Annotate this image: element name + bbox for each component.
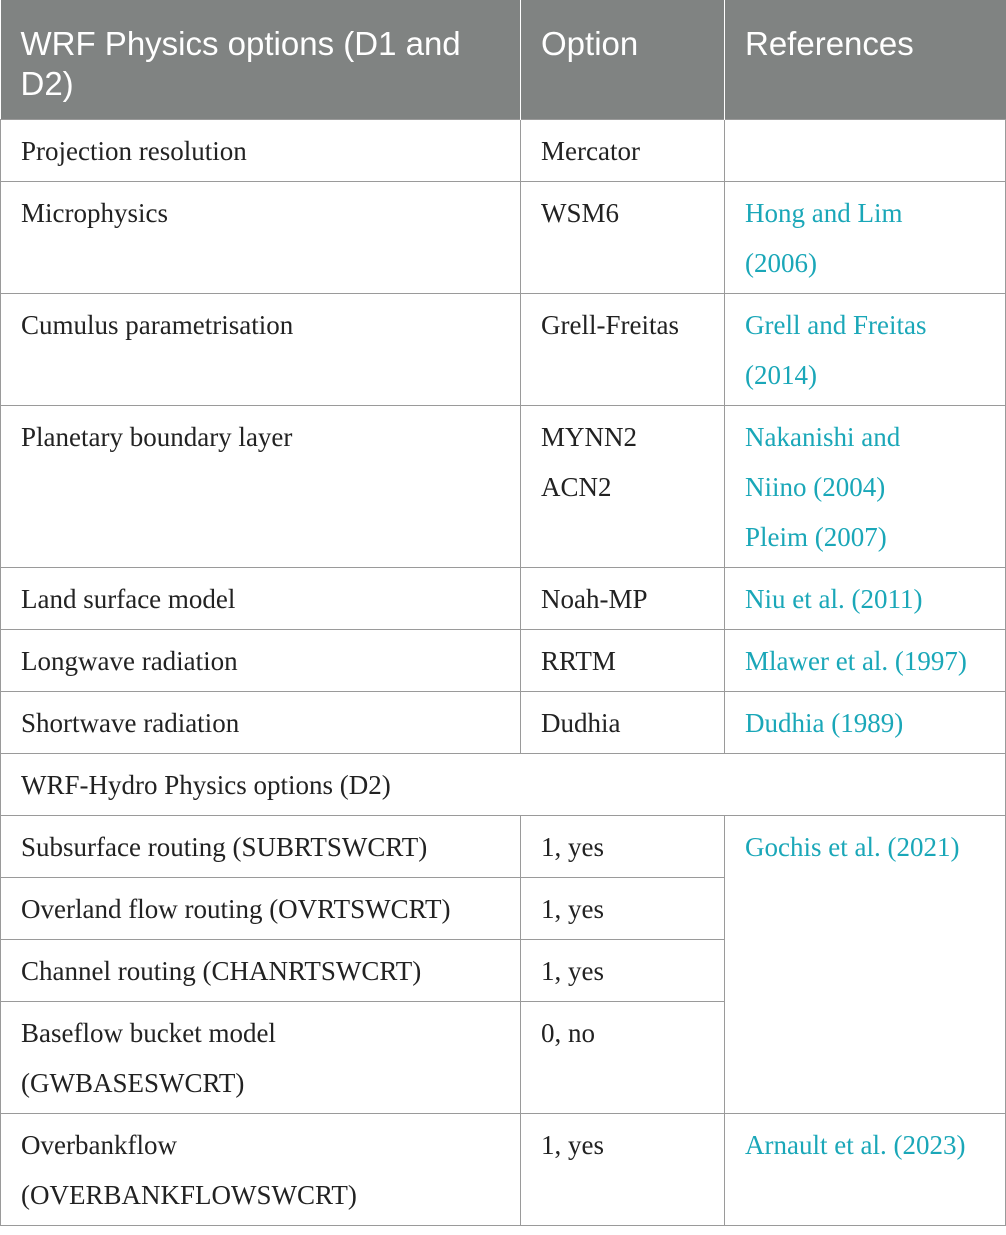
option-cell [521, 568, 725, 630]
reference-cell [725, 182, 1006, 294]
header-row [1, 0, 1006, 120]
option-value: Mercator [541, 136, 640, 166]
reference-cell [725, 630, 1006, 692]
parameter-cell: Cumulus parametrisation [1, 294, 521, 406]
parameter-cell [1, 1002, 521, 1114]
option-value: Noah-MP [541, 584, 648, 614]
table-row [1, 630, 1006, 692]
parameter-cell [1, 1114, 521, 1226]
reference-cell [725, 568, 1006, 630]
option-cell: 1, yes [521, 1114, 725, 1226]
reference-link[interactable]: Grell and Freitas [745, 310, 927, 340]
reference-link[interactable]: Hong and Lim [745, 198, 903, 228]
reference-link[interactable]: Arnault et al. (2023) [745, 1130, 966, 1160]
reference-link[interactable]: Mlawer et al. (1997) [745, 646, 967, 676]
option-cell [521, 294, 725, 406]
section-title: WRF-Hydro Physics options (D2) [1, 754, 1006, 816]
parameter-cell: Shortwave radiation [1, 692, 521, 754]
reference-link[interactable]: Pleim (2007) [745, 522, 887, 552]
section-row [1, 754, 1006, 816]
reference-link[interactable]: (2014) [745, 360, 817, 390]
reference-cell [725, 1114, 1006, 1226]
parameter-cell: Overland flow routing (OVRTSWCRT) [1, 878, 521, 940]
table-row [1, 568, 1006, 630]
option-value: Grell-Freitas [541, 310, 679, 340]
option-cell [521, 120, 725, 182]
option-value: WSM6 [541, 198, 620, 228]
parameter-cell: Subsurface routing (SUBRTSWCRT) [1, 816, 521, 878]
reference-cell [725, 120, 1006, 182]
reference-link[interactable]: Nakanishi and [745, 422, 901, 452]
reference-cell [725, 294, 1006, 406]
reference-cell [725, 816, 1006, 1114]
table-row [1, 182, 1006, 294]
header-physics-options: WRF Physics options (D1 and D2) [1, 0, 521, 120]
header-references: References [725, 0, 1006, 120]
reference-link[interactable]: Niu et al. (2011) [745, 584, 923, 614]
parameter-line: Overbankflow [21, 1130, 177, 1160]
parameter-line: Baseflow bucket model [21, 1018, 276, 1048]
parameter-cell: Land surface model [1, 568, 521, 630]
reference-link[interactable]: (2006) [745, 248, 817, 278]
parameter-line: (OVERBANKFLOWSWCRT) [21, 1180, 357, 1210]
table-row [1, 406, 1006, 568]
parameter-cell: Channel routing (CHANRTSWCRT) [1, 940, 521, 1002]
table-row [1, 294, 1006, 406]
option-value: MYNN2 [541, 422, 638, 452]
header-option: Option [521, 0, 725, 120]
option-cell: 1, yes [521, 878, 725, 940]
reference-cell [725, 406, 1006, 568]
option-cell [521, 630, 725, 692]
parameter-line: (GWBASESWCRT) [21, 1068, 245, 1098]
parameter-cell: Longwave radiation [1, 630, 521, 692]
option-value: Dudhia [541, 708, 621, 738]
reference-cell [725, 692, 1006, 754]
reference-link[interactable]: Gochis et al. (2021) [745, 832, 960, 862]
option-cell: 0, no [521, 1002, 725, 1114]
reference-link[interactable]: Dudhia (1989) [745, 708, 904, 738]
reference-link[interactable]: Niino (2004) [745, 472, 886, 502]
option-value: ACN2 [541, 472, 612, 502]
option-cell [521, 692, 725, 754]
option-cell [521, 406, 725, 568]
option-value: RRTM [541, 646, 616, 676]
table-row [1, 1114, 1006, 1226]
option-cell: 1, yes [521, 816, 725, 878]
parameter-cell: Planetary boundary layer [1, 406, 521, 568]
parameter-cell: Microphysics [1, 182, 521, 294]
table-row [1, 816, 1006, 878]
option-cell [521, 182, 725, 294]
table-row [1, 120, 1006, 182]
option-cell: 1, yes [521, 940, 725, 1002]
parameter-cell: Projection resolution [1, 120, 521, 182]
table-row [1, 692, 1006, 754]
